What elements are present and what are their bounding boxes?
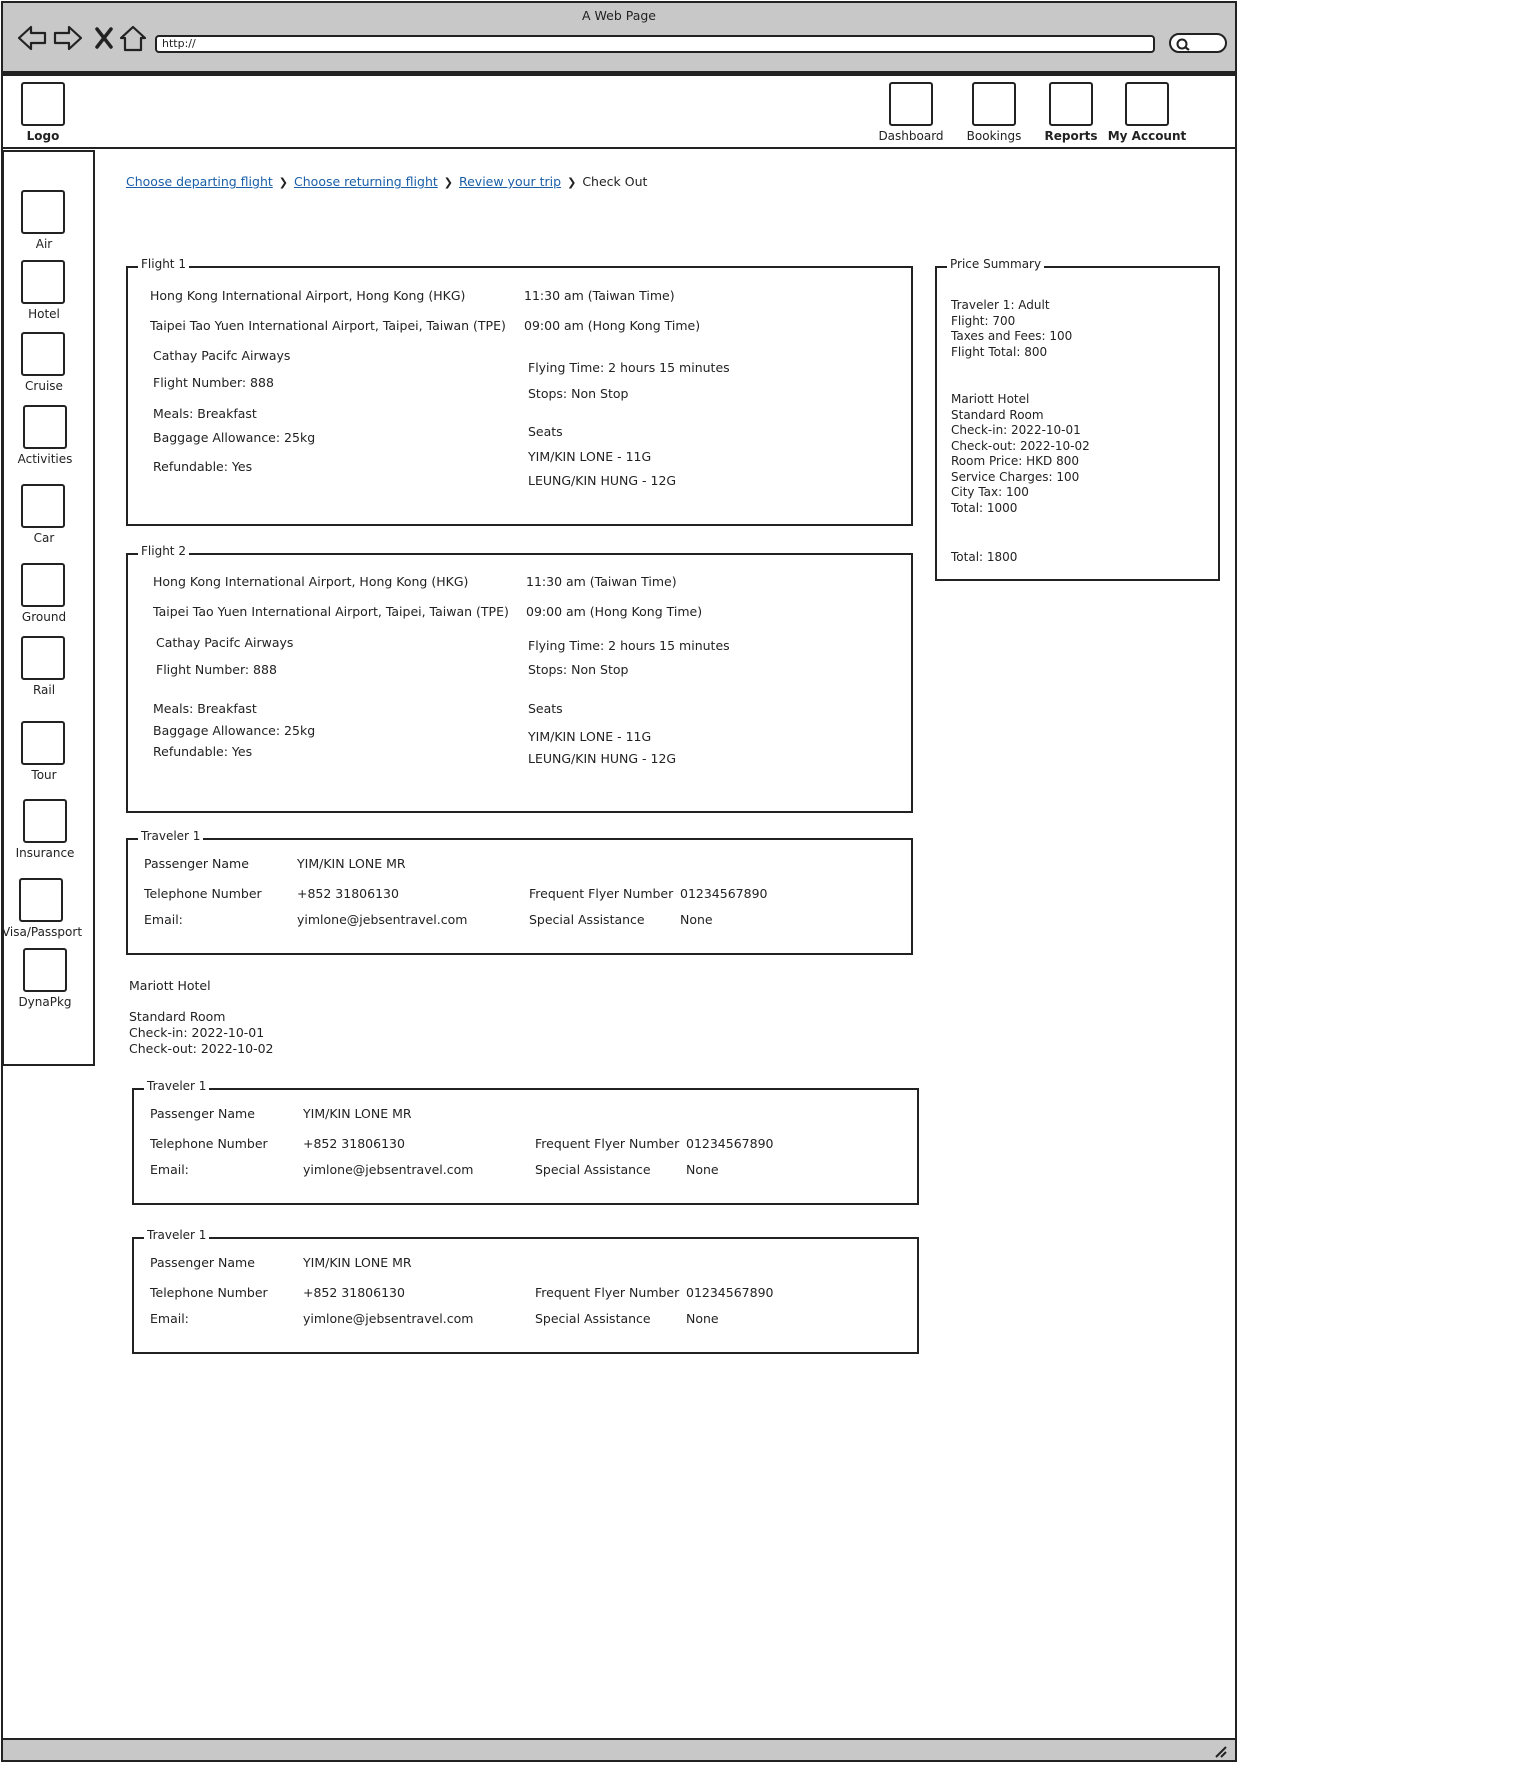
my-account-nav-label[interactable]: My Account bbox=[1107, 129, 1187, 143]
flight-1-seats-label: Seats bbox=[528, 424, 563, 439]
bookings-nav-label[interactable]: Bookings bbox=[966, 129, 1022, 143]
flight-1-airline: Cathay Pacifc Airways bbox=[153, 348, 291, 363]
sidebar-item-tour[interactable]: Tour bbox=[31, 768, 57, 782]
ps-traveler: Traveler 1: Adult bbox=[951, 298, 1050, 312]
resize-grip-icon[interactable] bbox=[1213, 1744, 1229, 1758]
ps-taxes: Taxes and Fees: 100 bbox=[951, 329, 1073, 343]
dashboard-nav-label[interactable]: Dashboard bbox=[878, 129, 944, 143]
chevron-right-icon: ❯ bbox=[278, 176, 289, 189]
traveler-legend: Traveler 1 bbox=[144, 1079, 209, 1093]
flight-2-legend: Flight 2 bbox=[138, 544, 189, 558]
price-summary-legend: Price Summary bbox=[947, 257, 1044, 271]
browser-nav-icons bbox=[15, 23, 165, 55]
forward-icon[interactable] bbox=[55, 27, 81, 49]
ps-checkin: Check-in: 2022-10-01 bbox=[951, 423, 1081, 437]
hotel-checkout: Check-out: 2022-10-02 bbox=[129, 1041, 274, 1056]
breadcrumb-current: Check Out bbox=[582, 174, 648, 189]
special-assistance-label: Special Assistance bbox=[535, 1311, 651, 1326]
sidebar-air-icon[interactable] bbox=[21, 190, 65, 234]
url-bar[interactable]: http:// bbox=[155, 35, 1155, 53]
flight-1-from: Hong Kong International Airport, Hong Kong (HKG) bbox=[150, 288, 466, 303]
sidebar-item-ground[interactable]: Ground bbox=[21, 610, 67, 624]
sidebar-visa-icon[interactable] bbox=[19, 878, 63, 922]
flight-1-to: Taipei Tao Yuen International Airport, Taipei, Taiwan (TPE) bbox=[150, 318, 506, 333]
ps-room-price: Room Price: HKD 800 bbox=[951, 454, 1079, 468]
sidebar-item-cruise[interactable]: Cruise bbox=[25, 379, 63, 393]
flight-1-refundable: Refundable: Yes bbox=[153, 459, 253, 474]
sidebar-item-rail[interactable]: Rail bbox=[32, 683, 56, 697]
reports-nav-label[interactable]: Reports bbox=[1044, 129, 1098, 143]
frequent-flyer-label: Frequent Flyer Number bbox=[529, 886, 674, 901]
special-assistance-value: None bbox=[686, 1162, 719, 1177]
telephone-value: +852 31806130 bbox=[303, 1136, 405, 1151]
home-icon[interactable] bbox=[121, 27, 145, 50]
flight-1-stops: Stops: Non Stop bbox=[528, 386, 629, 401]
breadcrumb-review-trip[interactable]: Review your trip bbox=[458, 174, 562, 189]
flight-2-seat: YIM/KIN LONE - 11G bbox=[528, 729, 652, 744]
ps-service: Service Charges: 100 bbox=[951, 470, 1080, 484]
passenger-name-value: YIM/KIN LONE MR bbox=[303, 1106, 412, 1121]
ps-grand-total: Total: 1800 bbox=[951, 550, 1018, 564]
special-assistance-label: Special Assistance bbox=[535, 1162, 651, 1177]
telephone-label: Telephone Number bbox=[144, 886, 262, 901]
flight-1-panel bbox=[126, 257, 913, 526]
ps-flight: Flight: 700 bbox=[951, 314, 1016, 328]
special-assistance-value: None bbox=[686, 1311, 719, 1326]
passenger-name-label: Passenger Name bbox=[150, 1255, 255, 1270]
flight-1-number: Flight Number: 888 bbox=[153, 375, 274, 390]
window-title: A Web Page bbox=[581, 8, 656, 23]
flight-1-arrive-time: 09:00 am (Hong Kong Time) bbox=[524, 318, 701, 333]
flight-2-seat: LEUNG/KIN HUNG - 12G bbox=[528, 751, 677, 766]
telephone-value: +852 31806130 bbox=[303, 1285, 405, 1300]
sidebar-item-visa-passport[interactable]: Visa/Passport bbox=[1, 925, 83, 939]
flight-1-legend: Flight 1 bbox=[138, 257, 189, 271]
email-label: Email: bbox=[144, 912, 183, 927]
sidebar-hotel-icon[interactable] bbox=[21, 260, 65, 304]
breadcrumb-choose-returning[interactable]: Choose returning flight bbox=[294, 174, 438, 189]
ps-hotel-name: Mariott Hotel bbox=[951, 392, 1030, 406]
sidebar-car-icon[interactable] bbox=[21, 484, 65, 528]
sidebar-activities-icon[interactable] bbox=[23, 405, 67, 449]
breadcrumb bbox=[126, 174, 647, 189]
bookings-nav-icon[interactable] bbox=[972, 82, 1016, 126]
search-icon bbox=[1174, 36, 1194, 52]
sidebar-item-dynapkg[interactable]: DynaPkg bbox=[18, 995, 72, 1009]
browser-toolbar bbox=[1, 1, 1237, 74]
special-assistance-value: None bbox=[680, 912, 713, 927]
frequent-flyer-label: Frequent Flyer Number bbox=[535, 1285, 680, 1300]
sidebar-ground-icon[interactable] bbox=[21, 563, 65, 607]
passenger-name-label: Passenger Name bbox=[144, 856, 249, 871]
flight-2-baggage: Baggage Allowance: 25kg bbox=[153, 723, 316, 738]
hotel-room: Standard Room bbox=[129, 1009, 226, 1024]
ps-room: Standard Room bbox=[951, 408, 1044, 422]
chevron-right-icon: ❯ bbox=[443, 176, 453, 189]
flight-2-number: Flight Number: 888 bbox=[156, 662, 277, 677]
traveler-legend: Traveler 1 bbox=[144, 1228, 209, 1242]
sidebar-rail-icon[interactable] bbox=[21, 636, 65, 680]
frequent-flyer-value: 01234567890 bbox=[686, 1136, 774, 1151]
flight-2-depart-time: 11:30 am (Taiwan Time) bbox=[526, 574, 677, 589]
email-value: yimlone@jebsentravel.com bbox=[303, 1162, 474, 1177]
telephone-label: Telephone Number bbox=[150, 1285, 268, 1300]
flight-1-seat: YIM/KIN LONE - 11G bbox=[528, 449, 652, 464]
passenger-name-label: Passenger Name bbox=[150, 1106, 255, 1121]
browser-search[interactable] bbox=[1169, 33, 1227, 53]
traveler-legend: Traveler 1 bbox=[138, 829, 203, 843]
sidebar-item-hotel[interactable]: Hotel bbox=[28, 307, 60, 321]
reports-nav-icon[interactable] bbox=[1049, 82, 1093, 126]
flight-2-airline: Cathay Pacifc Airways bbox=[156, 635, 294, 650]
hotel-name: Mariott Hotel bbox=[129, 978, 211, 993]
ps-hotel-total: Total: 1000 bbox=[951, 501, 1018, 515]
price-summary-panel bbox=[935, 257, 1220, 581]
sidebar-item-car[interactable]: Car bbox=[33, 531, 55, 545]
flight-1-flying-time: Flying Time: 2 hours 15 minutes bbox=[528, 360, 730, 375]
flight-2-arrive-time: 09:00 am (Hong Kong Time) bbox=[526, 604, 703, 619]
flight-2-panel bbox=[126, 544, 913, 813]
email-value: yimlone@jebsentravel.com bbox=[303, 1311, 474, 1326]
flight-1-meals: Meals: Breakfast bbox=[153, 406, 257, 421]
traveler-panel bbox=[126, 829, 913, 955]
status-bar bbox=[1, 1738, 1237, 1762]
flight-1-baggage: Baggage Allowance: 25kg bbox=[153, 430, 316, 445]
logo-label: Logo bbox=[26, 129, 60, 143]
ps-checkout: Check-out: 2022-10-02 bbox=[951, 439, 1090, 453]
traveler-panel bbox=[132, 1228, 919, 1354]
special-assistance-label: Special Assistance bbox=[529, 912, 645, 927]
logo-image bbox=[21, 82, 65, 126]
passenger-name-value: YIM/KIN LONE MR bbox=[297, 856, 406, 871]
flight-2-refundable: Refundable: Yes bbox=[153, 744, 253, 759]
email-label: Email: bbox=[150, 1162, 189, 1177]
flight-1-seat: LEUNG/KIN HUNG - 12G bbox=[528, 473, 677, 488]
back-icon[interactable] bbox=[19, 27, 45, 49]
sidebar-item-air[interactable]: Air bbox=[35, 237, 53, 251]
flight-2-from: Hong Kong International Airport, Hong Kong (HKG) bbox=[153, 574, 469, 589]
sidebar-dynapkg-icon[interactable] bbox=[23, 948, 67, 992]
sidebar-item-insurance[interactable]: Insurance bbox=[15, 846, 75, 860]
my-account-nav-icon[interactable] bbox=[1125, 82, 1169, 126]
dashboard-nav-icon[interactable] bbox=[889, 82, 933, 126]
frequent-flyer-value: 01234567890 bbox=[686, 1285, 774, 1300]
ps-flight-total: Flight Total: 800 bbox=[951, 345, 1048, 359]
telephone-value: +852 31806130 bbox=[297, 886, 399, 901]
flight-2-to: Taipei Tao Yuen International Airport, Taipei, Taiwan (TPE) bbox=[153, 604, 509, 619]
flight-1-depart-time: 11:30 am (Taiwan Time) bbox=[524, 288, 675, 303]
ps-city-tax: City Tax: 100 bbox=[951, 485, 1029, 499]
sidebar-cruise-icon[interactable] bbox=[21, 332, 65, 376]
frequent-flyer-value: 01234567890 bbox=[680, 886, 768, 901]
flight-2-stops: Stops: Non Stop bbox=[528, 662, 629, 677]
flight-2-seats-label: Seats bbox=[528, 701, 563, 716]
telephone-label: Telephone Number bbox=[150, 1136, 268, 1151]
sidebar-item-activities[interactable]: Activities bbox=[17, 452, 73, 466]
chevron-right-icon: ❯ bbox=[567, 176, 577, 189]
flight-2-meals: Meals: Breakfast bbox=[153, 701, 257, 716]
hotel-checkin: Check-in: 2022-10-01 bbox=[129, 1025, 265, 1040]
sidebar-insurance-icon[interactable] bbox=[23, 799, 67, 843]
passenger-name-value: YIM/KIN LONE MR bbox=[303, 1255, 412, 1270]
sidebar-tour-icon[interactable] bbox=[21, 721, 65, 765]
email-value: yimlone@jebsentravel.com bbox=[297, 912, 468, 927]
breadcrumb-choose-departing[interactable]: Choose departing flight bbox=[126, 174, 273, 189]
stop-icon[interactable] bbox=[97, 29, 111, 47]
frequent-flyer-label: Frequent Flyer Number bbox=[535, 1136, 680, 1151]
email-label: Email: bbox=[150, 1311, 189, 1326]
flight-2-flying-time: Flying Time: 2 hours 15 minutes bbox=[528, 638, 730, 653]
traveler-panel bbox=[132, 1079, 919, 1205]
